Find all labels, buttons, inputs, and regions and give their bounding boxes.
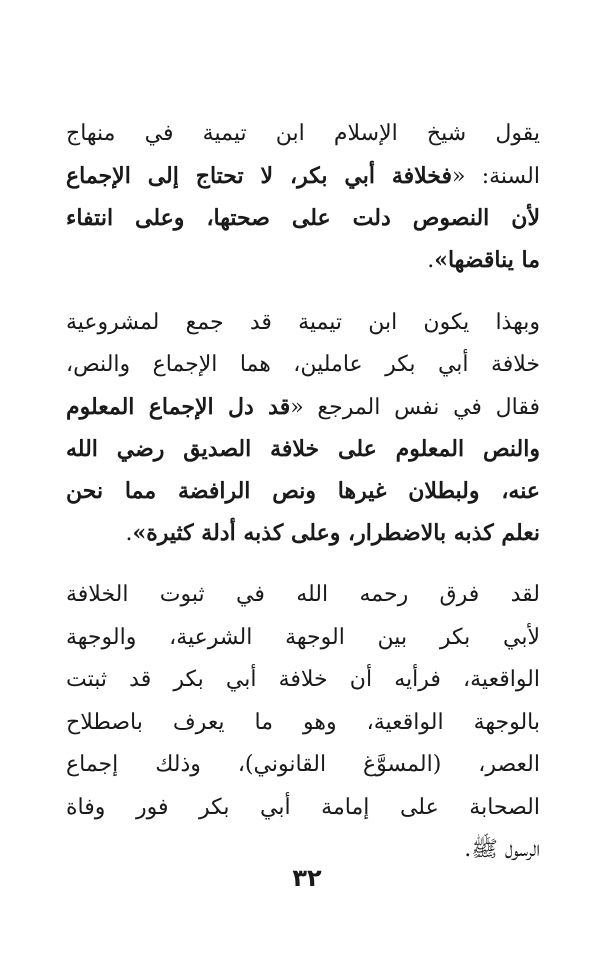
bold-quote-segment: ما يناقضها» (434, 247, 540, 273)
bold-quote-line: لأن النصوص دلت على صحتها، وعلى انتفاء (66, 205, 540, 231)
text-line: وبهذا يكون ابن تيمية قد جمع لمشروعية (66, 310, 540, 335)
text-line (66, 155, 540, 197)
text-line: الصحابة على إمامة أبي بكر فور وفاة (66, 794, 540, 820)
text-segment: . (427, 248, 435, 273)
text-segment: السنة: « (452, 164, 540, 189)
text-line (66, 512, 540, 554)
paragraph-two-factors (66, 302, 540, 554)
text-line: الواقعية، فرأيه أن خلافة أبي بكر قد ثبتت (66, 667, 540, 692)
text-line: يقول شيخ الإسلام ابن تيمية في منهاج (66, 121, 540, 146)
text-line: العصر، (المسوَّغ القانوني)، وذلك إجماع (66, 752, 540, 777)
text-line (66, 386, 540, 428)
bold-quote-line: والنص المعلوم على خلافة الصديق رضي الله (66, 436, 540, 462)
paragraph-ibn-taymiyya-quote (66, 113, 540, 281)
text-line: لقد فرق رحمه الله في ثبوت الخلافة (66, 582, 540, 607)
bold-quote-segment: قد دل الإجماع المعلوم (66, 394, 291, 420)
page-number: ٣٢ (292, 864, 322, 892)
text-line: بالوجهة الواقعية، وهو ما يعرف باصطلاح (66, 709, 540, 735)
text-line (66, 239, 540, 281)
text-segment: فقال في نفس المرجع « (290, 395, 540, 420)
text-line: لأبي بكر بين الوجهة الشرعية، والوجهة (66, 624, 540, 650)
paragraph-legal-vs-factual (66, 574, 540, 872)
text-segment: . (125, 521, 133, 546)
text-line: خلافة أبي بكر عاملين، هما الإجماع والنص، (66, 352, 540, 377)
text-line: الرسول ﷺ. (464, 837, 540, 862)
bold-quote-line: عنه، ولبطلان غيرها ونص الرافضة مما نحن (66, 478, 540, 504)
bold-quote-segment: نعلم كذبه بالاضطرار، وعلى كذبه أدلة كثيرة» (132, 520, 540, 546)
bold-quote-segment: فخلافة أبي بكر، لا تحتاج إلى الإجماع (66, 163, 453, 189)
